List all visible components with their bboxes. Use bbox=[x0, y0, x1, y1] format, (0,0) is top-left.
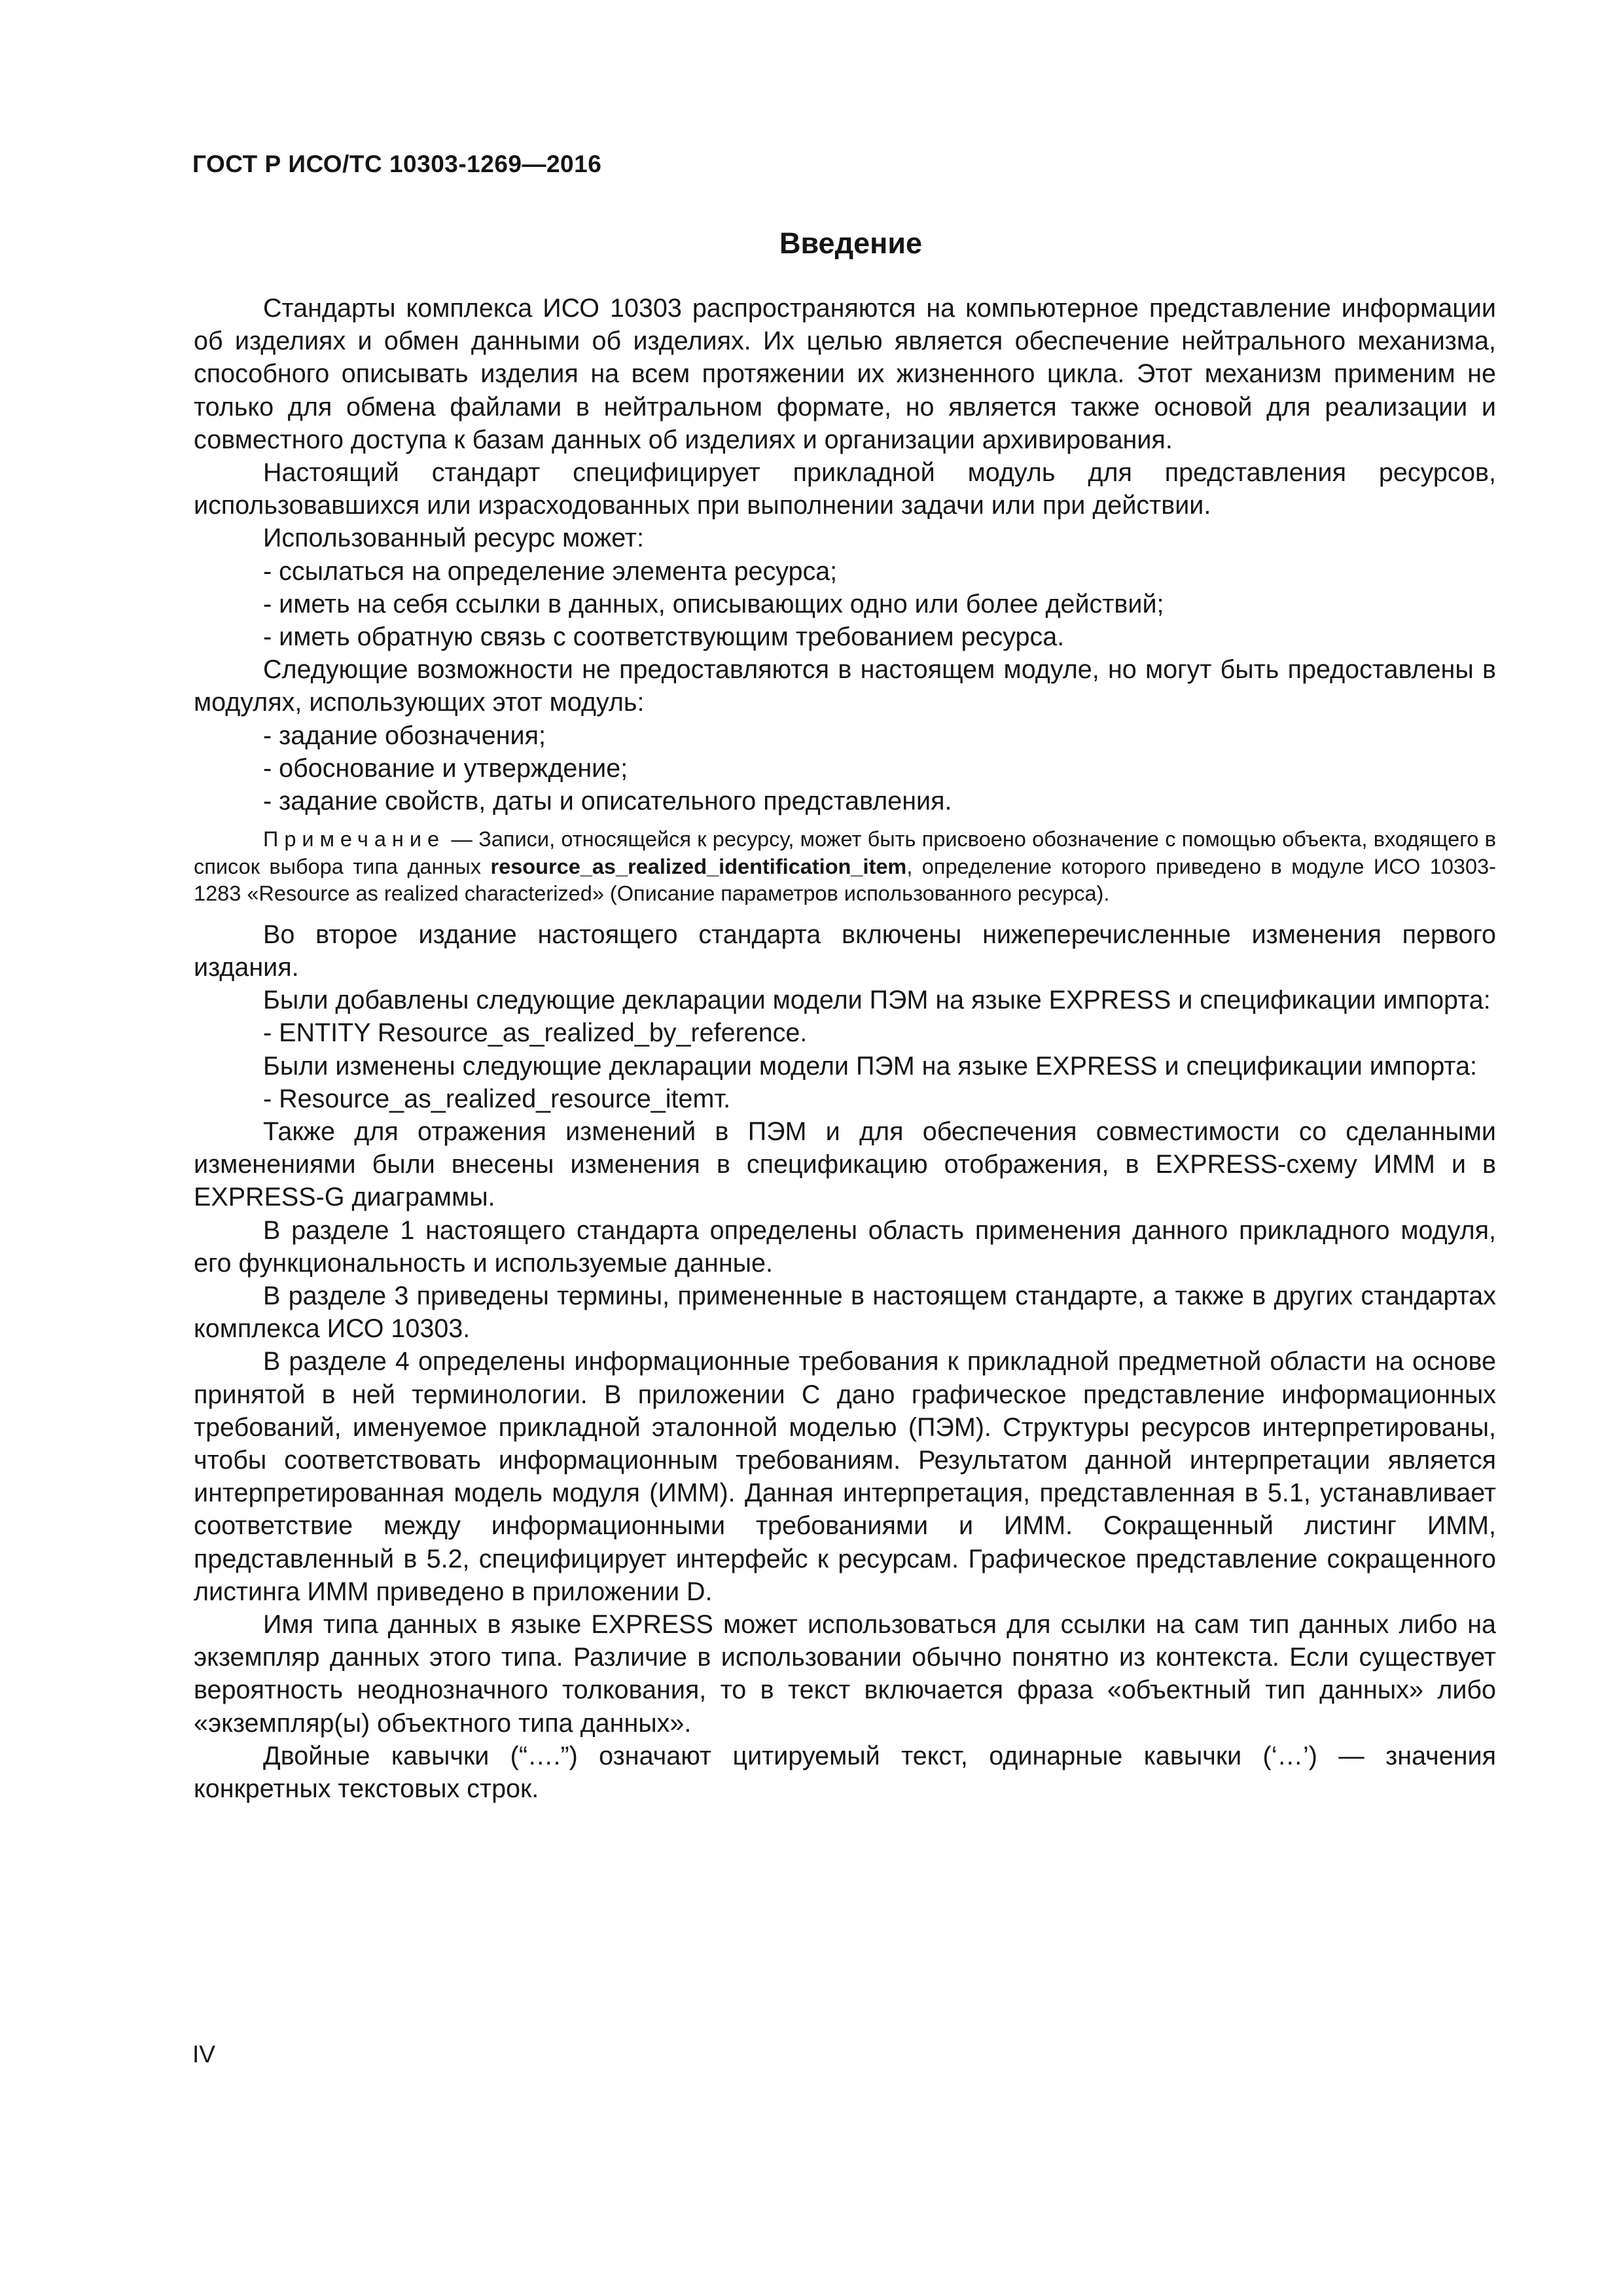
list-item: - обоснование и утверждение; bbox=[263, 753, 628, 783]
note-text-before: — Записи, относящейся к ресурсу, может быть присвоено обозначение с помощью объекта, входящего в список выбора типа данных bbox=[194, 827, 1496, 878]
note bbox=[194, 826, 1496, 908]
list-item: - задание обозначения; bbox=[263, 721, 546, 750]
list-item: - иметь на себя ссылки в данных, описывающих одно или более действий; bbox=[263, 589, 1164, 619]
paragraph: В разделе 4 определены информационные требования к прикладной предметной области на основе принятой в ней терминологии. В приложении С дано графическое представление информационных требований, именуемое прикладной эталонной моделью (ПЭМ). Структуры ресурсов интерпретированы, чтобы соответствовать информационным требованиям. Результатом данной интерпретации является интерпретированная модель модуля (ИММ). Данная интерпретация, представленная в 5.1, устанавливает соответствие между информационными требованиями и ИММ. Сокращенный листинг ИММ, представленный в 5.2, специфицирует интерфейс к ресурсам. Графическое представление сокращенного листинга ИММ приведено в приложении D. bbox=[194, 1347, 1496, 1606]
list-item: - задание свойств, даты и описательного представления. bbox=[263, 787, 952, 816]
paragraph: Стандарты комплекса ИСО 10303 распространяются на компьютерное представление информации об изделиях и обмен данными об изделиях. Их целью является обеспечение нейтрального механизма, способного описывать изделия на всем протяжении их жизненного цикла. Этот механизм применим не только для обмена файлами в нейтральном формате, но является также основой для реализации и совместного доступа к базам данных об изделиях и организации архивирования. bbox=[194, 294, 1496, 454]
paragraph: Следующие возможности не предоставляются в настоящем модуле, но могут быть предоставлены в модулях, использующих этот модуль: bbox=[194, 655, 1496, 717]
paragraph: Были изменены следующие декларации модели ПЭМ на языке EXPRESS и спецификации импорта: bbox=[263, 1051, 1478, 1081]
document-code-header: ГОСТ Р ИСО/ТС 10303-1269—2016 bbox=[192, 151, 602, 177]
page-number: IV bbox=[192, 2041, 215, 2068]
paragraph: Двойные кавычки (“….”) означают цитируемый текст, одинарные кавычки (‘…’) — значения конкретных текстовых строк. bbox=[194, 1741, 1496, 1804]
document-body bbox=[194, 292, 1496, 1805]
list-item: - Resource_as_realized_resource_itemт. bbox=[263, 1084, 731, 1113]
paragraph: Настоящий стандарт специфицирует прикладной модуль для представления ресурсов, использовавшихся или израсходованных при выполнении задачи или при действии. bbox=[194, 458, 1496, 520]
paragraph: Использованный ресурс может: bbox=[263, 524, 644, 553]
section-title: Введение bbox=[779, 226, 923, 260]
paragraph: В разделе 3 приведены термины, примененные в настоящем стандарте, а также в других стандартах комплекса ИСО 10303. bbox=[194, 1281, 1496, 1344]
note-bold-term: resource_as_realized_identification_item bbox=[490, 854, 907, 878]
paragraph: Во второе издание настоящего стандарта включены нижеперечисленные изменения первого издания. bbox=[194, 920, 1496, 982]
note-text-after: , определение которого приведено в модуле ИСО 10303-1283 «Resource as realized characterized» (Описание параметров использованного ресурса). bbox=[194, 854, 1496, 906]
paragraph: Также для отражения изменений в ПЭМ и для обеспечения совместимости со сделанными изменениями были внесены изменения в спецификацию отображения, в EXPRESS-схему ИММ и в EXPRESS-G диаграммы. bbox=[194, 1117, 1496, 1212]
paragraph: В разделе 1 настоящего стандарта определены область применения данного прикладного модуля, его функциональность и используемые данные. bbox=[194, 1215, 1496, 1278]
paragraph: Были добавлены следующие декларации модели ПЭМ на языке EXPRESS и спецификации импорта: bbox=[263, 986, 1491, 1015]
list-item: - ссылаться на определение элемента ресурса; bbox=[263, 556, 838, 586]
note-label: Примечание bbox=[263, 827, 446, 852]
list-item: - иметь обратную связь с соответствующим требованием ресурса. bbox=[263, 622, 1065, 652]
list-item: - ENTITY Resource_as_realized_by_reference. bbox=[263, 1018, 808, 1048]
paragraph: Имя типа данных в языке EXPRESS может использоваться для ссылки на сам тип данных либо на экземпляр данных этого типа. Различие в использовании обычно понятно из контекста. Если существует вероятность неоднозначного толкования, то в текст включается фраза «объектный тип данных» либо «экземпляр(ы) объектного типа данных». bbox=[194, 1610, 1496, 1738]
